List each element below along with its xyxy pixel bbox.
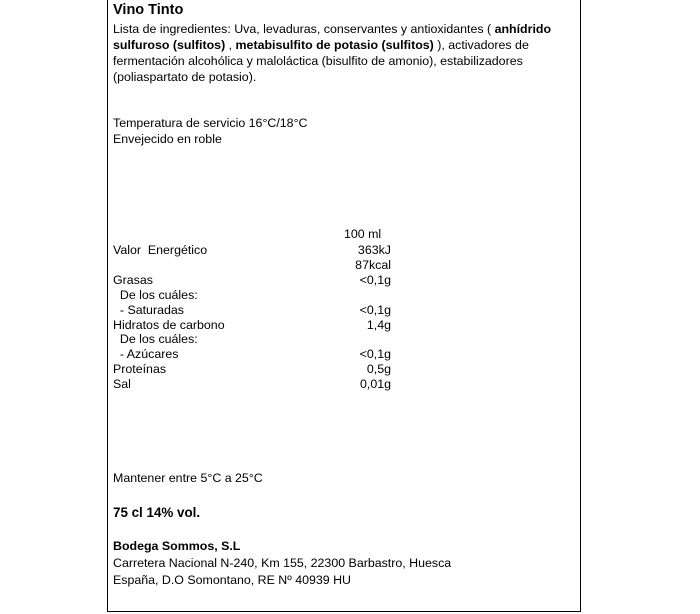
nutrition-label: - Azúcares — [113, 347, 179, 362]
serving-temperature: Temperatura de servicio 16°C/18°C — [113, 116, 308, 130]
nutrition-label: Hidratos de carbono — [113, 317, 225, 332]
nutrition-label: - Saturadas — [113, 302, 184, 317]
nutrition-header: 100 ml — [344, 227, 382, 241]
producer-name: Bodega Sommos, S.L — [113, 539, 241, 553]
nutrition-value: 87kcal — [355, 257, 391, 272]
nutrition-label: Sal — [113, 377, 131, 392]
nutrition-label: Valor Energético — [113, 243, 208, 257]
nutrition-value: 0,5g — [366, 362, 391, 377]
nutrition-row — [0, 361, 700, 377]
storage-note: Mantener entre 5°C a 25°C — [113, 471, 263, 485]
volume-alcohol: 75 cl 14% vol. — [113, 505, 201, 520]
nutrition-label: De los cuáles: — [113, 287, 198, 302]
ingredient-allergen-2: metabisulfito de potasio (sulfitos) — [235, 38, 434, 52]
nutrition-row — [0, 331, 700, 347]
nutrition-row — [0, 302, 700, 318]
ingredient-allergen-1: anhídrido sulfuroso (sulfitos) — [113, 22, 552, 52]
ingredients-list — [113, 21, 558, 85]
nutrition-row — [0, 272, 700, 288]
product-title: Vino Tinto — [113, 2, 184, 18]
nutrition-row — [0, 376, 700, 392]
nutrition-row — [0, 317, 700, 333]
nutrition-value: <0,1g — [359, 347, 391, 362]
nutrition-label: De los cuáles: — [113, 332, 198, 347]
producer-address-line1: Carretera Nacional N-240, Km 155, 22300 Barbastro, Huesca — [113, 556, 452, 570]
nutrition-row — [0, 257, 700, 273]
nutrition-value: 1,4g — [366, 317, 391, 332]
nutrition-row — [0, 242, 700, 258]
nutrition-label: Grasas — [113, 272, 153, 287]
nutrition-value: 363kJ — [357, 243, 391, 257]
aging-note: Envejecido en roble — [113, 132, 222, 146]
nutrition-label: Proteínas — [113, 362, 167, 377]
ingredients-suffix: ), activadores de fermentación alcohólica y maloláctica (bisulfito de amonio), estabilizadores (poliaspartato de potasio). — [113, 38, 529, 84]
nutrition-row — [0, 346, 700, 362]
ingredients-separator: , — [225, 38, 236, 52]
nutrition-value: <0,1g — [359, 302, 391, 317]
nutrition-value: <0,1g — [359, 272, 391, 287]
producer-address-line2: España, D.O Somontano, RE Nº 40939 HU — [113, 573, 352, 587]
nutrition-row — [0, 287, 700, 303]
ingredients-prefix: Lista de ingredientes: Uva, levaduras, conservantes y antioxidantes ( — [113, 22, 495, 36]
nutrition-value: 0,01g — [359, 377, 391, 392]
